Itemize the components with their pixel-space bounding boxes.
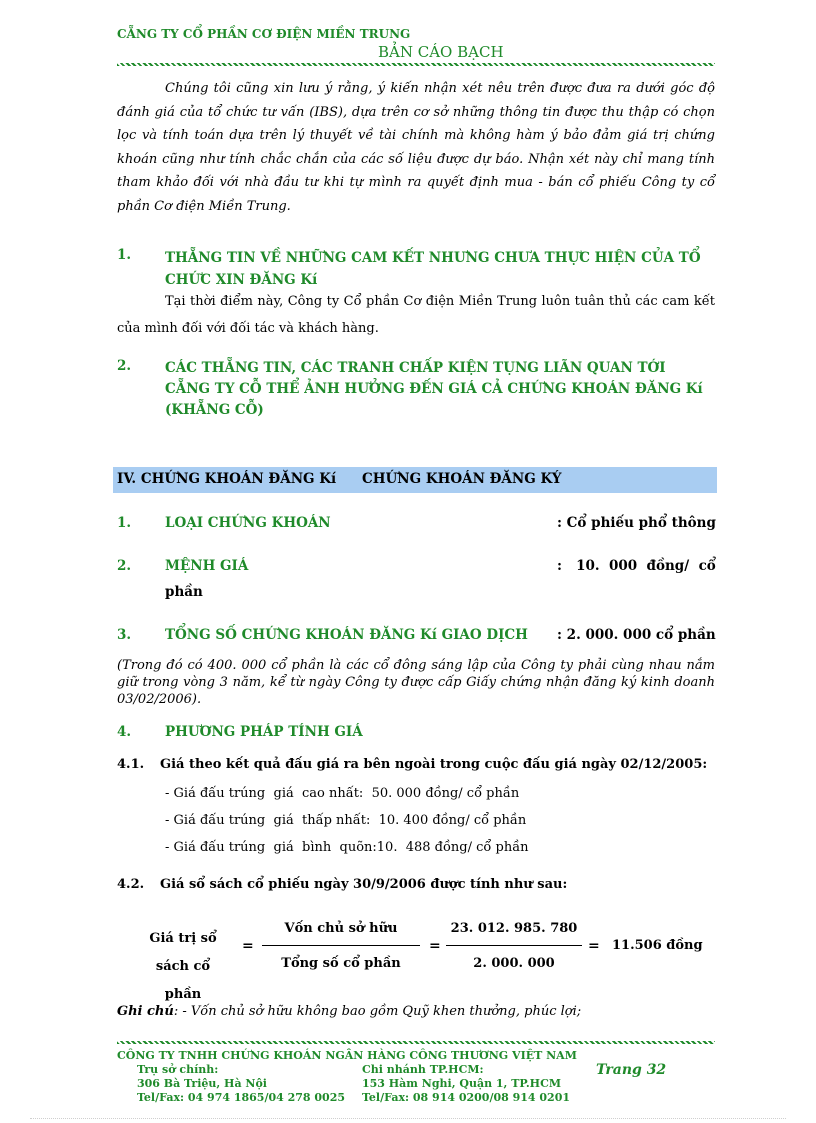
footer-branch-tel: Tel/Fax: 08 914 0200/08 914 0201 — [362, 1091, 571, 1104]
formula-lhs-line1: Giá trị sổ — [149, 931, 217, 946]
formula-lhs-line2: sách cổ phần — [155, 959, 211, 1002]
footer-hq-tel: Tel/Fax: 04 974 1865/04 278 0025 — [137, 1091, 346, 1104]
formula-lhs — [137, 925, 229, 1009]
fraction-line-2 — [446, 945, 582, 946]
sub42-number: 4.2. — [117, 877, 145, 892]
formula-denominator-1: Tổng số cổ phần — [281, 956, 401, 971]
item2-value: : 10. 000 đồng/ cổ — [557, 558, 716, 574]
footer-branch — [362, 1063, 570, 1105]
sub41-list — [165, 780, 529, 861]
section2-title — [165, 358, 717, 421]
header-doc-title: BẢN CÁO BẠCH — [378, 43, 504, 61]
section2-number: 2. — [117, 358, 132, 374]
item3-note: (Trong đó có 400. 000 cổ phần là các cổ đông sáng lập của Công ty phải cùng nhau nắm giữ trong vòng 3 năm, kể từ ngày Công ty được cấp Giấy chứng nhận đăng ký kinh doanh 03/02/2006). — [117, 658, 715, 707]
ghichu-label: Ghi chú — [117, 1004, 174, 1019]
intro-paragraph: Chúng tôi cũng xin lưu ý rằng, ý kiến nhận xét nêu trên được đưa ra dưới góc độ đánh giá của tổ chức tư vấn (IBS), dựa trên cơ sở những thông tin được thu thập có chọn lọc và tính toán dựa trên lý thuyết về tài chính mà không hàm ý bảo đảm giá trị chứng khoán cũng như tính chắc chắn của các số liệu được dự báo. Nhận xét này chỉ mang tính tham khảo đối với nhà đầu tư khi tự mình ra quyết định mua - bán cổ phiếu Công ty cổ phần Cơ điện Miền Trung. — [117, 81, 715, 214]
footer-branch-address: 153 Hàm Nghi, Quận 1, TP.HCM — [362, 1077, 561, 1090]
section2-title-line1: CÁC THẴNG TIN, CÁC TRANH CHẤP KIỆN TỤNG LIÃN QUAN TỚI — [165, 360, 666, 376]
section1-title-line1: THẴNG TIN VỀ NHỮNG CAM KẾT NHƯNG CHƯA THỰC HIỆN CỦA TỔ — [165, 250, 701, 266]
item3-value: : 2. 000. 000 cổ phần — [557, 627, 716, 643]
sub41-number: 4.1. — [117, 757, 145, 772]
section2-title-line3: (KHẴNG CỖ) — [165, 402, 264, 418]
section1-body: Tại thời điểm này, Công ty Cổ phần Cơ điện Miền Trung luôn tuân thủ các cam kết của mình đối với đối tác và khách hàng. — [117, 294, 715, 336]
header-company: CẴNG TY CỔ PHẦN CƠ ĐIỆN MIỀN TRUNG — [117, 27, 411, 41]
sub41-line-2: - Giá đấu trúng giá thấp nhất: 10. 400 đồng/ cổ phần — [165, 813, 527, 828]
item2-label: MỆNH GIÁ — [165, 558, 249, 574]
section2-title-line2: CẴNG TY CỖ THỂ ẢNH HƯỞNG ĐẾN GIÁ CẢ CHỨNG KHOÁN ĐĂNG Kí — [165, 381, 703, 397]
footer-hq — [137, 1063, 345, 1105]
item3-number: 3. — [117, 627, 132, 643]
item1-number: 1. — [117, 515, 132, 531]
header-divider — [117, 63, 715, 66]
footer-bottom-dots — [30, 1118, 786, 1119]
formula-equals-1: = — [242, 938, 254, 954]
formula-equals-3: = — [588, 938, 600, 954]
formula-numerator-2: 23. 012. 985. 780 — [450, 921, 578, 936]
footer-divider — [117, 1041, 715, 1044]
item2-number: 2. — [117, 558, 132, 574]
item2-value-cont: phần — [165, 584, 203, 600]
ghichu — [117, 1004, 581, 1019]
footer-company: CÔNG TY TNHH CHỨNG KHOÁN NGÂN HÀNG CÔNG THƯƠNG VIỆT NAM — [117, 1049, 577, 1062]
sub41-line-1: - Giá đấu trúng giá cao nhất: 50. 000 đồng/ cổ phần — [165, 786, 520, 801]
section1-number: 1. — [117, 247, 132, 263]
footer-branch-label: Chi nhánh TP.HCM: — [362, 1063, 484, 1076]
page-number: Trang 32 — [596, 1062, 667, 1078]
formula-equals-2: = — [429, 938, 441, 954]
ghichu-text: : - Vốn chủ sở hữu không bao gồm Quỹ khen thưởng, phúc lợi; — [173, 1004, 582, 1019]
section1-title-line2: CHỨC XIN ĐĂNG Kí — [165, 272, 318, 288]
sub42-title: Giá sổ sách cổ phiếu ngày 30/9/2006 được tính như sau: — [160, 877, 568, 892]
item4-label: PHƯƠNG PHÁP TÍNH GIÁ — [165, 724, 363, 740]
footer-hq-address: 306 Bà Triệu, Hà Nội — [137, 1077, 267, 1090]
sub41-line-3: - Giá đấu trúng giá bình quõn:10. 488 đồng/ cổ phần — [165, 840, 529, 855]
formula-result: 11.506 đồng — [612, 938, 703, 953]
section1-title — [165, 247, 717, 291]
sub41-title: Giá theo kết quả đấu giá ra bên ngoài trong cuộc đấu giá ngày 02/12/2005: — [160, 757, 708, 772]
item3-label: TỔNG SỐ CHỨNG KHOÁN ĐĂNG Kí GIAO DỊCH — [165, 627, 528, 643]
banner-part1: IV. CHỨNG KHOÁN ĐĂNG Kí — [117, 471, 337, 487]
item4-number: 4. — [117, 724, 132, 740]
item1-value: : Cổ phiếu phổ thông — [557, 515, 716, 531]
fraction-line-1 — [262, 945, 420, 946]
section-iv-banner — [113, 467, 717, 493]
item1-label: LOẠI CHỨNG KHOÁN — [165, 515, 331, 531]
formula-numerator-1: Vốn chủ sở hữu — [284, 921, 398, 936]
formula-denominator-2: 2. 000. 000 — [473, 956, 555, 971]
banner-part2: CHỨNG KHOÁN ĐĂNG KÝ — [362, 471, 562, 487]
footer-hq-label: Trụ sở chính: — [137, 1063, 219, 1076]
